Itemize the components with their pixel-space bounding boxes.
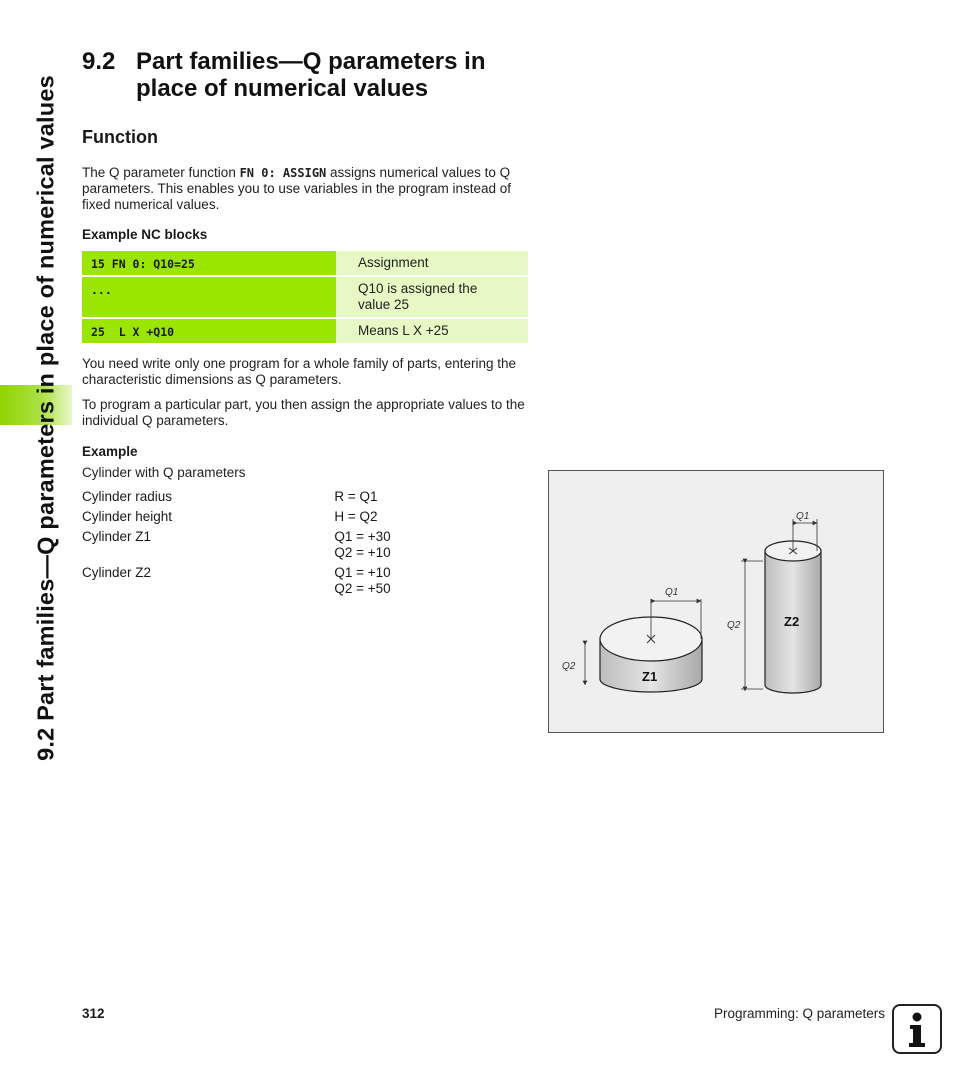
param-value: H = Q2 — [334, 509, 378, 524]
example-heading: Example — [82, 444, 138, 459]
intro-text-after: assigns numerical values to Q parameters. This enables you to use variables in the program instead of fixed numerical values. — [82, 165, 511, 212]
param-value: R = Q1 — [334, 489, 378, 504]
intro-code: FN 0: ASSIGN — [239, 166, 327, 180]
table-row — [82, 319, 528, 343]
param-value: Q2 = +10 — [334, 545, 391, 560]
param-label: Cylinder Z2 — [82, 565, 152, 580]
param-value: Q1 = +10 — [334, 565, 391, 580]
nc-code: 15 FN 0: Q10=25 — [82, 251, 336, 275]
list-item — [82, 489, 412, 505]
paragraph-family: You need write only one program for a whole family of parts, entering the characteristic dimensions as Q parameters. — [82, 356, 516, 387]
nc-desc: Means L X +25 — [336, 319, 528, 343]
title-line-2: place of numerical values — [136, 75, 429, 102]
list-item — [82, 509, 412, 525]
param-value: Q2 = +50 — [334, 581, 391, 596]
page-title — [82, 48, 552, 102]
nc-code: ... — [82, 277, 336, 317]
section-number: 9.2 — [82, 48, 116, 75]
parameter-list — [82, 489, 412, 601]
function-heading: Function — [82, 127, 158, 147]
info-icon — [892, 1004, 942, 1054]
z2-label: Z2 — [784, 614, 800, 629]
z2-q2-label: Q2 — [727, 620, 741, 631]
nc-blocks-table — [82, 249, 528, 345]
paragraph-assign: To program a particular part, you then assign the appropriate values to the individual Q parameters. — [82, 397, 525, 428]
nc-desc: Assignment — [336, 251, 528, 275]
table-row — [82, 251, 528, 275]
param-label: Cylinder height — [82, 509, 173, 524]
title-line-1: Part families—Q parameters in — [136, 48, 486, 75]
z1-label: Z1 — [642, 669, 658, 684]
nc-blocks-heading: Example NC blocks — [82, 227, 208, 242]
z1-q2-label: Q2 — [562, 661, 576, 672]
example-subtitle: Cylinder with Q parameters — [82, 465, 246, 480]
z2-q1-label: Q1 — [796, 511, 810, 522]
chapter-title: Programming: Q parameters — [713, 1006, 885, 1021]
z1-q1-label: Q1 — [665, 587, 679, 598]
list-item — [82, 565, 412, 597]
cylinders-illustration — [549, 471, 883, 732]
intro-text-before: The Q parameter function — [82, 165, 240, 180]
param-label: Cylinder Z1 — [82, 529, 152, 544]
param-label: Cylinder radius — [82, 489, 173, 504]
page-number: 312 — [82, 1006, 105, 1021]
side-chapter-title: 9.2 Part families—Q parameters in place of numerical values — [32, 75, 59, 761]
list-item — [82, 529, 412, 561]
nc-code: 25 L X +Q10 — [82, 319, 336, 343]
nc-desc: Q10 is assigned the value 25 — [336, 277, 528, 317]
param-value: Q1 = +30 — [334, 529, 391, 544]
cylinder-figure — [548, 470, 884, 733]
table-row — [82, 277, 528, 317]
function-intro — [82, 165, 527, 213]
